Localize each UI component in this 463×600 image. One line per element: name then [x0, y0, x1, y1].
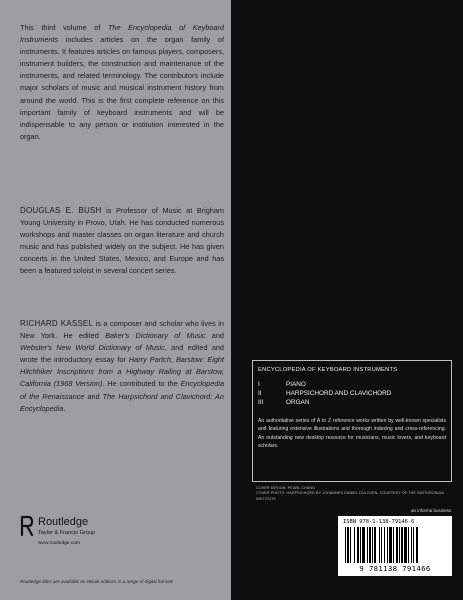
cover-design-credit: COVER DESIGN: PEARL CHANG	[256, 486, 316, 490]
barcode-bar	[393, 527, 394, 563]
volume-title: PIANO	[286, 381, 306, 388]
author-name: RICHARD KASSEL	[20, 319, 94, 328]
cover-credits	[256, 486, 463, 502]
barcode-bar	[350, 527, 351, 563]
series-box	[252, 360, 452, 482]
barcode-bar	[416, 527, 418, 563]
barcode-bar	[408, 527, 409, 563]
barcode-bar	[367, 527, 368, 563]
bio-text: , and edited and wrote the introductory essay for	[20, 343, 224, 365]
book-title: Harry Partch, Barstow: Eight Hitchhiker Inscriptions from a Highway Railing at Barstow, California (1968 Version)	[20, 355, 224, 389]
publisher-url: www.routledge.com	[38, 541, 80, 546]
book-title: The Harpsichord and Clavichord: An Encyclopedia	[20, 391, 224, 413]
barcode-bar	[384, 527, 385, 563]
barcode-bar	[347, 527, 349, 563]
publisher-logo	[20, 515, 150, 549]
barcode-bar	[387, 527, 388, 563]
barcode-bar	[389, 527, 392, 563]
book-title: Encyclopedia of the Renaissance	[20, 379, 224, 401]
barcode-bar	[381, 527, 382, 563]
bio-text: and	[84, 391, 103, 401]
informa-tagline: an informa business	[411, 508, 452, 513]
barcode-bar	[396, 527, 398, 563]
volume-number: III	[258, 399, 264, 406]
barcode-bar	[413, 527, 414, 563]
author-bio-text: is Professor of Music at Brigham Young University in Provo, Utah. He has conducted numerous workshops and master classes on organ literature and church music and has published widely on the subject. He has given concerts in the United States, Mexico, and Europe and has been a featured soloist in several concert series.	[20, 206, 224, 276]
barcode-bar	[411, 527, 412, 563]
series-blurb: An authoritative series of A to Z reference works written by well-known specialists and featuring extensive illustrations and thorough indexing and cross-referencing. An outstanding new desktop resource for musicians, music lovers, and keyboard scholars.	[258, 418, 446, 449]
barcode-bar	[379, 527, 380, 563]
barcode-number: 9 781138 791466	[359, 564, 431, 573]
bio-richard-kassel	[20, 318, 224, 415]
isbn-label: ISBN 978-1-138-79146-6	[343, 519, 415, 525]
volume-number: II	[258, 390, 262, 397]
barcode-bar	[372, 527, 373, 563]
barcode-bar	[369, 527, 371, 563]
bio-text: is a composer and scholar who lives in New York. He edited	[20, 319, 224, 341]
barcode-bar	[362, 527, 365, 563]
barcode-bar	[360, 527, 361, 563]
author-name: DOUGLAS E. BUSH	[20, 206, 102, 215]
barcode-bar	[357, 527, 359, 563]
book-title: Baker's Dictionary of Music	[105, 331, 206, 341]
barcode-bars	[344, 527, 446, 563]
back-cover-left-panel	[0, 0, 231, 600]
barcode-bar	[399, 527, 400, 563]
publisher-name: Routledge	[38, 516, 89, 528]
description-text: This third volume of	[20, 23, 108, 32]
barcode-bar	[401, 527, 403, 563]
volume-description	[20, 22, 224, 143]
bio-text: and	[205, 331, 224, 341]
bio-text: . He contributed to the	[102, 379, 181, 389]
routledge-r-icon	[20, 515, 34, 537]
volume-title: ORGAN	[286, 399, 310, 406]
description-text-cont: includes articles on the organ family of instruments. It features articles on famous players, composers, instrument builders, the construction and maintenance of the instruments, and related terminology. The contributors include major scholars of music and musical instrument history from around the world. This is the first complete reference on this important family of keyboard instruments and will be indispensable to any person or institution interested in the organ.	[20, 35, 224, 141]
barcode-bar	[345, 527, 346, 563]
cover-photo-credit: COVER PHOTO: HARPSICHORD BY JOHANNES DANIEL DULCKEN, COURTESY OF THE SMITHSONIAN INSTITUTE	[256, 491, 444, 501]
barcode-bar	[374, 527, 376, 563]
series-title: ENCYCLOPEDIA OF KEYBOARD INSTRUMENTS	[258, 367, 398, 373]
bio-douglas-bush	[20, 205, 224, 278]
ebook-note: Routledge titles are available as eBook editions in a range of digital formats	[20, 579, 174, 584]
barcode-bar	[404, 527, 407, 563]
bio-text: .	[63, 403, 66, 413]
isbn-barcode	[338, 516, 452, 576]
volume-number: I	[258, 381, 260, 388]
barcode-bar	[354, 527, 355, 563]
book-title: Webster's New World Dictionary of Music	[20, 343, 165, 353]
description-title: The Encyclopedia of Keyboard Instruments	[20, 23, 224, 45]
publisher-group: Taylor & Francis Group	[38, 530, 96, 536]
volume-title: HARPSICHORD AND CLAVICHORD	[286, 390, 392, 397]
